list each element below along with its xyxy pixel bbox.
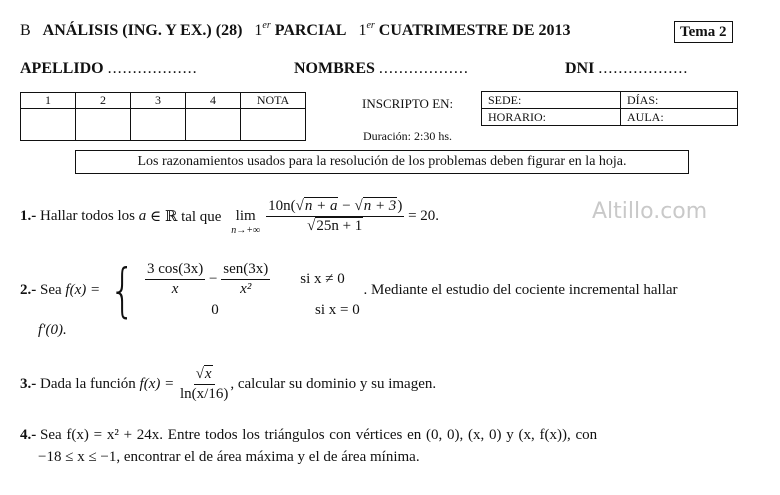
problem-1 <box>20 194 439 238</box>
problem-2-lhs: f(x) = <box>65 281 101 298</box>
problem-1-fraction <box>266 198 404 235</box>
horario-cell[interactable]: HORARIO: <box>482 109 621 126</box>
watermark: Altillo.com <box>592 199 708 224</box>
dias-cell[interactable]: DÍAS: <box>621 92 738 109</box>
num-post: ) <box>397 197 403 214</box>
problem-2-tail: . Mediante el estudio del cociente incremental hallar <box>363 281 678 298</box>
aula-cell[interactable]: AULA: <box>621 109 738 126</box>
sqrt-x: x <box>204 365 212 382</box>
problem-1-number: 1.- <box>20 207 37 224</box>
grade-col-2: 2 <box>76 93 131 109</box>
nombres-label: NOMBRES <box>294 60 375 77</box>
nombres-dots: .................. <box>378 60 469 77</box>
tema-label: Tema 2 <box>680 24 727 40</box>
grade-table-cells <box>21 109 306 141</box>
piecewise-cases <box>145 259 360 321</box>
dni-label: DNI <box>565 60 595 77</box>
case-1-frac-2 <box>221 261 270 298</box>
case-1 <box>145 259 360 299</box>
exam-ordinal: 1 <box>254 22 263 39</box>
problem-1-text: Hallar todos los <box>40 207 135 224</box>
case-1-den-2: x² <box>240 280 252 297</box>
left-brace: { <box>109 256 136 324</box>
fraction-denominator: √25n + 1 <box>307 217 363 234</box>
problem-2-line-2: f′(0). <box>38 322 67 338</box>
grade-cell[interactable] <box>21 109 76 141</box>
case-2 <box>145 299 360 321</box>
case-1-num-2: sen(3x) <box>221 261 270 280</box>
problem-1-in-r: ∈ ℝ tal que <box>150 208 222 225</box>
dni-field[interactable] <box>565 60 688 78</box>
lim-text: lim <box>235 208 256 224</box>
exam-type: PARCIAL <box>274 22 347 39</box>
duration: Duración: 2:30 hs. <box>363 129 452 143</box>
num-mid: − <box>338 197 355 214</box>
case-2-value: 0 <box>211 301 219 318</box>
term-ordinal: 1 <box>358 22 367 39</box>
problem-4-line-2: −18 ≤ x ≤ −1, encontrar el de área máxima y el de área mínima. <box>38 449 420 465</box>
inscripto-table <box>481 91 738 126</box>
case-1-den-1: x <box>171 280 179 297</box>
problem-1-equals: = 20. <box>408 207 440 224</box>
problem-2-text: Sea <box>40 281 62 298</box>
num-pre: 10n( <box>268 197 296 214</box>
grade-cell[interactable] <box>241 109 306 141</box>
problem-3-text: Dada la función <box>40 375 136 392</box>
dni-dots: .................. <box>598 60 689 77</box>
term-label: CUATRIMESTRE DE 2013 <box>378 22 571 39</box>
grade-cell[interactable] <box>76 109 131 141</box>
problem-3-tail: , calcular su dominio y su imagen. <box>230 375 437 392</box>
problem-4 <box>20 427 597 444</box>
term-ordinal-sup: er <box>366 20 375 31</box>
grade-col-4: 4 <box>186 93 241 109</box>
problem-1-var: a <box>138 207 147 224</box>
grade-table <box>20 92 306 141</box>
sqrt-25n-plus-1: 25n + 1 <box>316 217 363 234</box>
problem-2 <box>20 258 678 322</box>
problem-3-lhs: f(x) = <box>139 375 175 392</box>
case-1-num-1: 3 cos(3x) <box>145 261 205 280</box>
problem-4-line-1: Sea f(x) = x² + 24x. Entre todos los triángulos con vértices en (0, 0), (x, 0) y (x, f(x)), con <box>40 427 598 443</box>
problem-4-number: 4.- <box>20 427 37 443</box>
sqrt-n-plus-3: n + 3 <box>363 197 397 214</box>
limit-operator <box>231 208 260 236</box>
fraction-numerator: 10n(√n + a − √n + 3) <box>266 198 404 217</box>
problem-3-denominator: ln(x/16) <box>179 385 229 402</box>
exam-header <box>20 22 571 40</box>
inscripto-label: INSCRIPTO EN: <box>362 96 454 111</box>
problem-2-number: 2.- <box>20 281 37 298</box>
lim-subscript: n→+∞ <box>231 225 261 236</box>
problem-3-number: 3.- <box>20 375 37 392</box>
sqrt-n-plus-a: n + a <box>304 197 338 214</box>
problem-3 <box>20 362 436 406</box>
grade-cell[interactable] <box>186 109 241 141</box>
apellido-field[interactable] <box>20 60 198 78</box>
grade-col-3: 3 <box>131 93 186 109</box>
grade-col-nota: NOTA <box>241 93 306 109</box>
case-2-condition: si x = 0 <box>315 301 360 318</box>
case-1-condition: si x ≠ 0 <box>300 270 345 287</box>
apellido-label: APELLIDO <box>20 60 104 77</box>
grade-table-header <box>21 93 306 109</box>
version-letter: B <box>20 22 31 39</box>
sede-cell[interactable]: SEDE: <box>482 92 621 109</box>
nombres-field[interactable] <box>294 60 469 78</box>
instructions-text: Los razonamientos usados para la resolución de los problemas deben figurar en la hoja. <box>137 154 627 169</box>
course-name: ANÁLISIS (ING. Y EX.) (28) <box>42 22 243 39</box>
case-1-minus: − <box>209 270 218 287</box>
tema-box <box>674 21 733 43</box>
grade-col-1: 1 <box>21 93 76 109</box>
exam-ordinal-sup: er <box>262 20 271 31</box>
apellido-dots: .................. <box>107 60 198 77</box>
problem-3-numerator: √x <box>194 366 215 385</box>
problem-3-fraction <box>178 366 230 403</box>
grade-cell[interactable] <box>131 109 186 141</box>
case-1-frac-1 <box>145 261 205 298</box>
instructions-box <box>75 150 689 174</box>
